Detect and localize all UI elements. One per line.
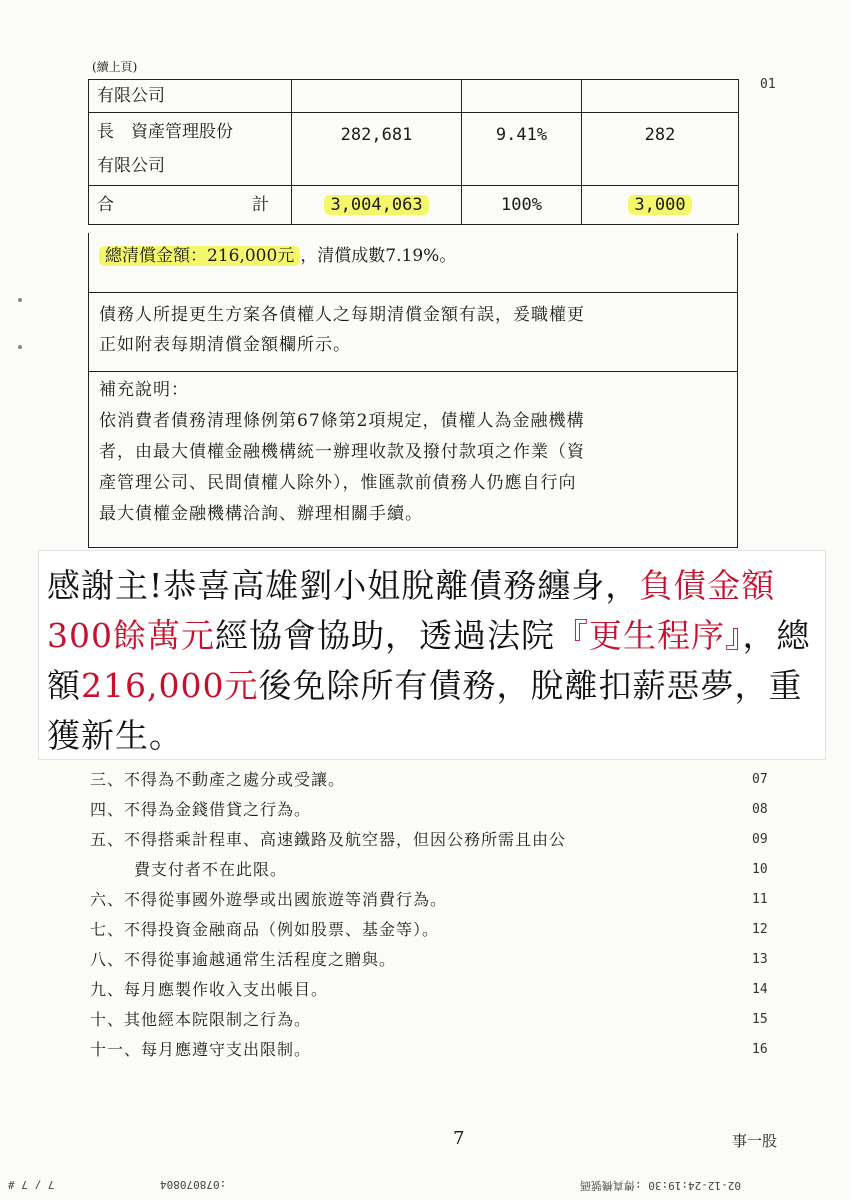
creditor-cell: 長 資產管理股份 有限公司 xyxy=(89,113,292,186)
amount-cell xyxy=(292,80,462,113)
procedure-highlight: 『更生程序』 xyxy=(555,616,743,655)
punch-hole-mark xyxy=(18,345,22,349)
list-item: 三、不得為不動產之處分或受讓。 xyxy=(90,770,346,789)
fax-header-right: 02-12-24:19:30 :傳真機號碼 xyxy=(580,1179,741,1192)
amount-cell: 282,681 xyxy=(292,113,462,186)
list-item: 六、不得從事國外遊學或出國旅遊等消費行為。 xyxy=(90,890,448,909)
highlight-total-amount: 3,004,063 xyxy=(324,195,428,215)
line-number: 09 xyxy=(752,832,768,847)
list-item: 十一、每月應遵守支出限制。 xyxy=(90,1040,312,1059)
testimonial-banner: 感謝主!恭喜高雄劉小姐脫離債務纏身，負債金額300餘萬元經協會協助，透過法院『更生程序』，總額216,000元後免除所有債務，脫離扣薪惡夢，重獲新生。 xyxy=(38,550,826,760)
line-number: 16 xyxy=(752,1042,768,1057)
department-label: 事一股 xyxy=(732,1132,778,1150)
total-amount-cell xyxy=(292,186,462,225)
list-item: 十、其他經本院限制之行為。 xyxy=(90,1010,312,1029)
installment-cell xyxy=(582,80,739,113)
punch-hole-mark xyxy=(18,298,22,302)
table-row xyxy=(89,80,739,113)
supplement-text: 補充說明： 依消費者債務清理條例第67條第2項規定，債權人為金融機構 者，由最大債權金融機構統一辦理收款及撥付款項之作業（資 產管理公司、民間債權人除外），惟匯款前債務人仍應自行向 最大債權金融機構洽詢、辦理相關手續。 xyxy=(99,380,585,524)
line-number: 11 xyxy=(752,892,768,907)
list-item: 四、不得為金錢借貸之行為。 xyxy=(90,800,312,819)
correction-note: 債務人所提更生方案各債權人之每期清償金額有誤，爰職權更 正如附表每期清償金額欄所示。 xyxy=(99,305,585,355)
restrictions-list xyxy=(90,765,770,1065)
highlight-total-installment: 3,000 xyxy=(628,195,691,215)
fax-header-left: 7 / 7 # xyxy=(8,1178,55,1191)
table-row-total xyxy=(89,186,739,225)
ratio-cell xyxy=(462,80,582,113)
continued-label: (續上頁) xyxy=(92,60,138,74)
list-item: 五、不得搭乘計程車、高速鐵路及航空器，但因公務所需且由公 xyxy=(90,830,567,849)
total-ratio-cell: 100% xyxy=(462,186,582,225)
line-number-01: 01 xyxy=(760,77,776,92)
installment-cell: 282 xyxy=(582,113,739,186)
repayment-rate: ，清償成數7.19%。 xyxy=(300,246,457,266)
total-installment-cell xyxy=(582,186,739,225)
ratio-cell: 9.41% xyxy=(462,113,582,186)
summary-box xyxy=(88,233,738,293)
claims-table xyxy=(88,79,739,225)
line-number: 10 xyxy=(752,862,768,877)
line-number: 14 xyxy=(752,982,768,997)
debt-amount-highlight: 負債金額300餘萬元 xyxy=(47,566,776,655)
line-numbers xyxy=(752,765,768,1065)
fax-header-mid: :078070804 xyxy=(160,1178,227,1191)
page-number: 7 xyxy=(453,1128,465,1149)
total-amount-highlight: 216,000元 xyxy=(81,666,259,705)
line-number: 13 xyxy=(752,952,768,967)
creditor-cell: 有限公司 xyxy=(89,80,292,113)
supplement-box xyxy=(88,371,738,548)
line-number: 07 xyxy=(752,772,768,787)
line-number: 15 xyxy=(752,1012,768,1027)
list-item: 八、不得從事逾越通常生活程度之贈與。 xyxy=(90,950,397,969)
line-number: 12 xyxy=(752,922,768,937)
list-item: 七、不得投資金融商品（例如股票、基金等）。 xyxy=(90,920,440,939)
table-row xyxy=(89,113,739,186)
line-number: 08 xyxy=(752,802,768,817)
correction-note-box xyxy=(88,292,738,372)
list-item: 九、每月應製作收入支出帳目。 xyxy=(90,980,329,999)
total-label-cell: 合 計 xyxy=(89,186,292,225)
list-item: 費支付者不在此限。 xyxy=(134,860,288,879)
total-repayment-label: 總清償金額：216,000元 xyxy=(99,246,300,266)
